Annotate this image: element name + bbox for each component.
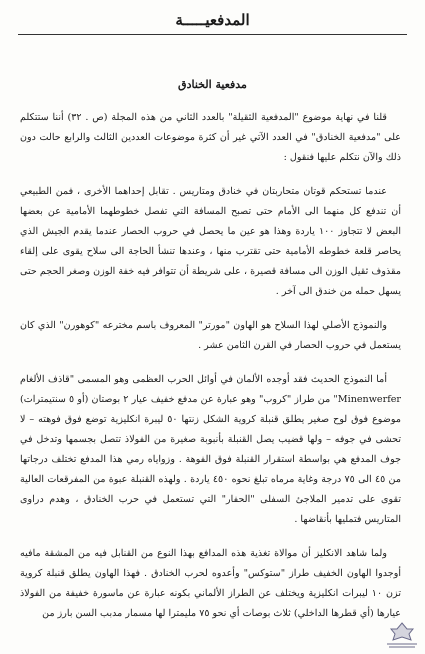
article-body — [20, 108, 401, 638]
library-stamp-icon — [383, 620, 421, 650]
paragraph-stokes-mortar: ولما شاهد الانكليز أن موالاة تغذية هذه المدافع بهذا النوع من القنابل فيه من المشقة مافيه أوجدوا الهاون الخفيف طراز "ستوكس" وأعدوه لحرب الخنادق . فهذا الهاون يطلق قنبلة كروية تزن ١٠ ليبرات انكليزية ويختلف عن الطراز الألماني بكونه عبارة عن ماسورة خفيفة من الفولاذ عيارها (أي قطرها الداخلي) ثلاث بوصات أي نحو ٧٥ مليمترا لها مسمار مدبب السن بارز من — [20, 548, 402, 619]
paragraph-intro: قلنا في نهاية موضوع "المدفعية الثقيلة" بالعدد الثاني من هذه المجلة (ص . ٣٢) أننا ستتكلم على "مدفعية الخنادق" في العدد الآتي غير أن كثرة موضوعات العددين الثالث والرابع حالت دون ذلك والآن نتكلم عليها فنقول : — [20, 112, 401, 163]
paragraph-trench-warfare: عندما تستحكم قوتان متحاربتان في خنادق ومتاريس . تقابل إحداهما الأخرى ، فمن الطبيعي أن تندفع كل منهما الى الأمام حتى تصبح المسافة التي تفصل خطوطهما الأمامية عن بعضها البعض لا تتجاوز ١٠٠ ياردة وهذا هو عين ما يحصل في حروب الحصار عندما يقدم الجيش الذي يحاصر قلعة خطوطه الأمامية حتى تقترب منها ، وعندها تنشأ الحاجة الى سلاح يقوى على إلقاء مقذوف ثقيل الوزن الى مسافة قصيرة ، على شريطة أن تتوافر فيه خفة الوزن وصغر الحجم حتى يسهل حمله من خندق الى آخر . — [20, 186, 401, 297]
header-divider — [18, 34, 407, 35]
section-title: مدفعية الخنادق — [178, 78, 247, 91]
page-header — [0, 10, 425, 29]
paragraph-original-model: والنموذج الأصلي لهذا السلاح هو الهاون "مورتر" المعروف باسم مخترعه "كوهورن" الذي كان يستعمل في حروب الحصار في القرن الثامن عشر . — [20, 320, 401, 351]
page-title: المدفعيـــــة — [175, 11, 250, 29]
paragraph-modern-model: أما النموذج الحديث فقد أوجده الألمان في أوائل الحرب العظمى وهو المسمى "قاذف الألغام Minenwerfer" من طراز "كروب" وهو عبارة عن مدفع خفيف عيار ٢ بوصتان (أو ٥ سنتيمترات) موضوع فوق لوح صغير يطلق قنبلة كروية الشكل زنتها ٥٠ ليبرة انكليزية توضع فوق فوهته – لا تحشى في جوفه – ولها قضيب يصل القنبلة بأنبوبة صغيرة من الفولاذ تتصل بجسمها وتدخل في جوف المدفع هي بواسطة استقرار القنبلة فوق الفوهة . وزواياه رمي هذا المدفع تختلف درجاتها من ٤٥ الى ٧٥ درجة وغاية مرماه تبلغ نحوه ٤٥٠ ياردة . ولهذه القنبلة عبوة من المفرقعات العالية تقوى على تدمير الملاجئ السفلى "الحفار" التي تستعمل في حرب الخنادق ، وهدم دراوى المتاريس فتمليها بأنقاضها . — [20, 374, 402, 525]
